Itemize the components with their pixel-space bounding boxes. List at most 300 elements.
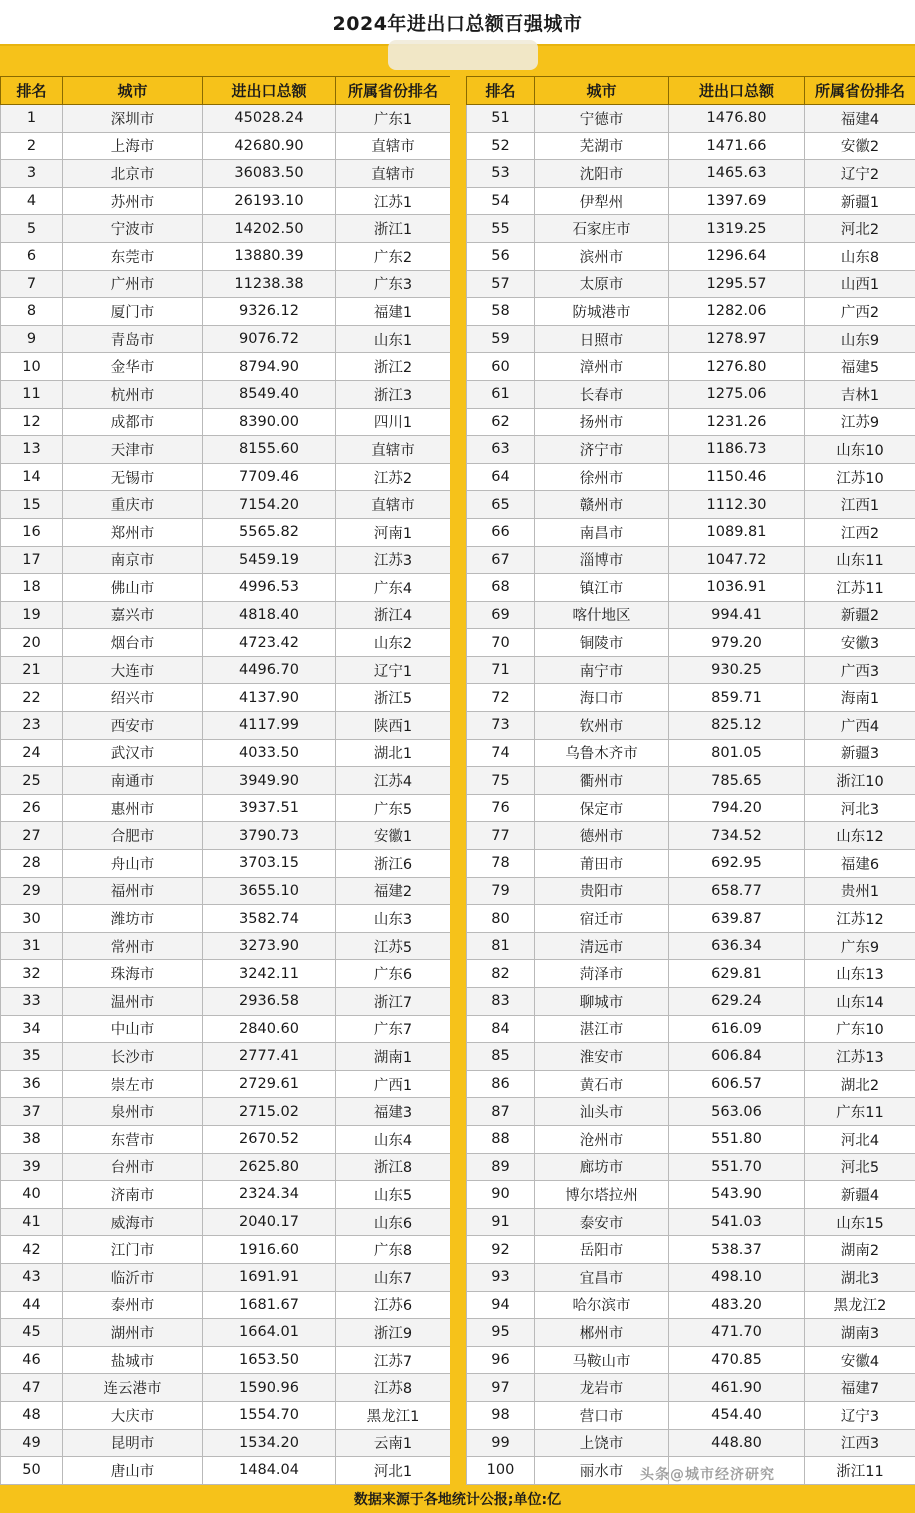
cell-total: 461.90: [669, 1374, 805, 1402]
cell-province-rank: 辽宁2: [805, 160, 915, 188]
cell-rank: 29: [1, 877, 63, 905]
cell-city: 宁德市: [535, 105, 669, 133]
cell-rank: 60: [467, 353, 535, 381]
cell-total: 801.05: [669, 739, 805, 767]
cell-province-rank: 广东11: [805, 1098, 915, 1126]
cell-city: 成都市: [63, 408, 203, 436]
cell-city: 宁波市: [63, 215, 203, 243]
cell-total: 9326.12: [203, 298, 336, 326]
cell-rank: 82: [467, 960, 535, 988]
cell-rank: 32: [1, 960, 63, 988]
cell-city: 衢州市: [535, 767, 669, 795]
cell-total: 4723.42: [203, 629, 336, 657]
table-row: [1, 574, 451, 602]
table-row: [1, 905, 451, 933]
table-row: [1, 684, 451, 712]
cell-city: 济南市: [63, 1181, 203, 1209]
cell-rank: 73: [467, 712, 535, 740]
table-row: [467, 105, 915, 133]
table-row: [1, 1401, 451, 1429]
cell-city: 保定市: [535, 794, 669, 822]
cell-total: 4818.40: [203, 601, 336, 629]
cell-province-rank: 江苏9: [805, 408, 915, 436]
cell-city: 大连市: [63, 656, 203, 684]
cell-total: 3582.74: [203, 905, 336, 933]
cell-province-rank: 陕西1: [336, 712, 451, 740]
ranking-table-right: [466, 76, 915, 1485]
table-row: [467, 905, 915, 933]
cell-total: 1691.91: [203, 1263, 336, 1291]
cell-city: 宿迁市: [535, 905, 669, 933]
cell-province-rank: 江苏5: [336, 932, 451, 960]
cell-province-rank: 江苏4: [336, 767, 451, 795]
cell-province-rank: 黑龙江1: [336, 1401, 451, 1429]
cell-total: 1276.80: [669, 353, 805, 381]
cell-province-rank: 江西3: [805, 1429, 915, 1457]
cell-city: 深圳市: [63, 105, 203, 133]
cell-province-rank: 广西3: [805, 656, 915, 684]
cell-rank: 54: [467, 187, 535, 215]
cell-province-rank: 广东3: [336, 270, 451, 298]
header-city: 城市: [535, 77, 669, 105]
table-row: [467, 1153, 915, 1181]
cell-rank: 90: [467, 1181, 535, 1209]
cell-total: 1296.64: [669, 242, 805, 270]
cell-province-rank: 广东1: [336, 105, 451, 133]
cell-rank: 3: [1, 160, 63, 188]
table-row: [1, 656, 451, 684]
cell-rank: 88: [467, 1125, 535, 1153]
cell-rank: 2: [1, 132, 63, 160]
cell-province-rank: 山东3: [336, 905, 451, 933]
column-divider: [450, 76, 466, 1485]
cell-rank: 99: [467, 1429, 535, 1457]
cell-total: 785.65: [669, 767, 805, 795]
cell-total: 794.20: [669, 794, 805, 822]
cell-city: 长沙市: [63, 1043, 203, 1071]
cell-rank: 39: [1, 1153, 63, 1181]
table-row: [1, 105, 451, 133]
cell-province-rank: 吉林1: [805, 380, 915, 408]
cell-total: 1150.46: [669, 463, 805, 491]
cell-rank: 70: [467, 629, 535, 657]
cell-province-rank: 直辖市: [336, 436, 451, 464]
cell-rank: 42: [1, 1236, 63, 1264]
cell-province-rank: 湖北2: [805, 1070, 915, 1098]
cell-city: 崇左市: [63, 1070, 203, 1098]
table-row: [467, 270, 915, 298]
cell-total: 1664.01: [203, 1319, 336, 1347]
cell-total: 9076.72: [203, 325, 336, 353]
cell-province-rank: 福建7: [805, 1374, 915, 1402]
cell-city: 镇江市: [535, 574, 669, 602]
cell-rank: 48: [1, 1401, 63, 1429]
table-row: [1, 242, 451, 270]
cell-rank: 10: [1, 353, 63, 381]
cell-total: 470.85: [669, 1346, 805, 1374]
cell-rank: 98: [467, 1401, 535, 1429]
cell-province-rank: 江苏11: [805, 574, 915, 602]
table-header-row: [1, 77, 451, 105]
cell-total: 692.95: [669, 850, 805, 878]
cell-province-rank: 山东8: [805, 242, 915, 270]
cell-province-rank: 浙江9: [336, 1319, 451, 1347]
cell-province-rank: 江苏7: [336, 1346, 451, 1374]
cell-rank: 14: [1, 463, 63, 491]
cell-province-rank: 浙江6: [336, 850, 451, 878]
cell-rank: 52: [467, 132, 535, 160]
cell-rank: 9: [1, 325, 63, 353]
cell-province-rank: 福建1: [336, 298, 451, 326]
table-row: [467, 160, 915, 188]
table-row: [467, 767, 915, 795]
cell-rank: 74: [467, 739, 535, 767]
cell-total: 7709.46: [203, 463, 336, 491]
cell-rank: 40: [1, 1181, 63, 1209]
cell-province-rank: 直辖市: [336, 160, 451, 188]
cell-city: 防城港市: [535, 298, 669, 326]
table-row: [467, 1070, 915, 1098]
table-row: [1, 215, 451, 243]
cell-total: 734.52: [669, 822, 805, 850]
table-row: [467, 1043, 915, 1071]
cell-city: 钦州市: [535, 712, 669, 740]
cell-city: 连云港市: [63, 1374, 203, 1402]
cell-city: 淮安市: [535, 1043, 669, 1071]
cell-total: 1471.66: [669, 132, 805, 160]
header-province-rank: 所属省份排名: [336, 77, 451, 105]
table-row: [467, 1319, 915, 1347]
table-row: [1, 380, 451, 408]
cell-city: 伊犁州: [535, 187, 669, 215]
cell-province-rank: 浙江2: [336, 353, 451, 381]
cell-rank: 53: [467, 160, 535, 188]
table-row: [1, 1208, 451, 1236]
cell-city: 郑州市: [63, 518, 203, 546]
cell-city: 温州市: [63, 988, 203, 1016]
cell-rank: 78: [467, 850, 535, 878]
cell-rank: 18: [1, 574, 63, 602]
cell-province-rank: 安徽1: [336, 822, 451, 850]
cell-city: 无锡市: [63, 463, 203, 491]
cell-province-rank: 新疆3: [805, 739, 915, 767]
cell-province-rank: 浙江8: [336, 1153, 451, 1181]
cell-total: 13880.39: [203, 242, 336, 270]
cell-total: 3242.11: [203, 960, 336, 988]
table-row: [467, 1181, 915, 1209]
cell-province-rank: 山东11: [805, 546, 915, 574]
cell-total: 551.70: [669, 1153, 805, 1181]
cell-city: 杭州市: [63, 380, 203, 408]
cell-rank: 45: [1, 1319, 63, 1347]
cell-city: 江门市: [63, 1236, 203, 1264]
table-row: [467, 739, 915, 767]
cell-total: 2324.34: [203, 1181, 336, 1209]
table-row: [467, 1125, 915, 1153]
cell-total: 979.20: [669, 629, 805, 657]
cell-rank: 84: [467, 1015, 535, 1043]
cell-total: 3703.15: [203, 850, 336, 878]
cell-total: 26193.10: [203, 187, 336, 215]
cell-total: 4137.90: [203, 684, 336, 712]
table-row: [1, 794, 451, 822]
cell-province-rank: 山东4: [336, 1125, 451, 1153]
cell-province-rank: 江西1: [805, 491, 915, 519]
cell-city: 南昌市: [535, 518, 669, 546]
table-row: [1, 187, 451, 215]
table-row: [467, 877, 915, 905]
cell-rank: 38: [1, 1125, 63, 1153]
table-row: [467, 1429, 915, 1457]
cell-rank: 61: [467, 380, 535, 408]
cell-province-rank: 广东7: [336, 1015, 451, 1043]
cell-city: 厦门市: [63, 298, 203, 326]
cell-total: 1089.81: [669, 518, 805, 546]
cell-rank: 7: [1, 270, 63, 298]
cell-province-rank: 福建5: [805, 353, 915, 381]
cell-total: 448.80: [669, 1429, 805, 1457]
cell-total: 543.90: [669, 1181, 805, 1209]
cell-city: 广州市: [63, 270, 203, 298]
cell-total: 1231.26: [669, 408, 805, 436]
cell-rank: 79: [467, 877, 535, 905]
table-row: [467, 132, 915, 160]
cell-rank: 1: [1, 105, 63, 133]
cell-city: 龙岩市: [535, 1374, 669, 1402]
cell-total: 629.24: [669, 988, 805, 1016]
cell-city: 西安市: [63, 712, 203, 740]
cell-city: 长春市: [535, 380, 669, 408]
table-header-row: [467, 77, 915, 105]
cell-rank: 16: [1, 518, 63, 546]
cell-city: 郴州市: [535, 1319, 669, 1347]
cell-total: 42680.90: [203, 132, 336, 160]
cell-total: 8390.00: [203, 408, 336, 436]
cell-total: 1282.06: [669, 298, 805, 326]
cell-province-rank: 江苏3: [336, 546, 451, 574]
cell-rank: 22: [1, 684, 63, 712]
cell-rank: 69: [467, 601, 535, 629]
cell-city: 常州市: [63, 932, 203, 960]
cell-rank: 27: [1, 822, 63, 850]
table-row: [1, 491, 451, 519]
cell-rank: 23: [1, 712, 63, 740]
table-row: [1, 822, 451, 850]
cell-province-rank: 直辖市: [336, 491, 451, 519]
cell-rank: 59: [467, 325, 535, 353]
cell-province-rank: 新疆1: [805, 187, 915, 215]
cell-province-rank: 山东6: [336, 1208, 451, 1236]
table-row: [1, 1319, 451, 1347]
cell-province-rank: 浙江3: [336, 380, 451, 408]
table-row: [467, 436, 915, 464]
table-row: [1, 1291, 451, 1319]
cell-rank: 24: [1, 739, 63, 767]
cell-city: 天津市: [63, 436, 203, 464]
watermark-text: 头条@城市经济研究: [640, 1467, 775, 1483]
cell-rank: 58: [467, 298, 535, 326]
cell-province-rank: 广东6: [336, 960, 451, 988]
table-row: [467, 215, 915, 243]
cell-total: 5565.82: [203, 518, 336, 546]
cell-city: 宜昌市: [535, 1263, 669, 1291]
cell-province-rank: 黑龙江2: [805, 1291, 915, 1319]
table-row: [467, 242, 915, 270]
cell-province-rank: 河北3: [805, 794, 915, 822]
table-row: [467, 574, 915, 602]
table-row: [1, 408, 451, 436]
cell-rank: 56: [467, 242, 535, 270]
table-row: [467, 712, 915, 740]
cell-total: 658.77: [669, 877, 805, 905]
header-city: 城市: [63, 77, 203, 105]
table-row: [1, 160, 451, 188]
table-row: [1, 1098, 451, 1126]
cell-city: 聊城市: [535, 988, 669, 1016]
cell-city: 扬州市: [535, 408, 669, 436]
cell-city: 喀什地区: [535, 601, 669, 629]
cell-rank: 66: [467, 518, 535, 546]
cell-total: 4996.53: [203, 574, 336, 602]
cell-rank: 100: [467, 1457, 535, 1485]
cell-province-rank: 山东1: [336, 325, 451, 353]
cell-city: 佛山市: [63, 574, 203, 602]
table-row: [1, 1015, 451, 1043]
cell-rank: 94: [467, 1291, 535, 1319]
cell-city: 徐州市: [535, 463, 669, 491]
table-row: [1, 1374, 451, 1402]
cell-rank: 67: [467, 546, 535, 574]
cell-rank: 85: [467, 1043, 535, 1071]
cell-rank: 31: [1, 932, 63, 960]
table-row: [467, 1263, 915, 1291]
cell-city: 清远市: [535, 932, 669, 960]
cell-city: 金华市: [63, 353, 203, 381]
cell-province-rank: 安徽2: [805, 132, 915, 160]
cell-total: 3937.51: [203, 794, 336, 822]
table-row: [467, 656, 915, 684]
ranking-table-left: [0, 76, 450, 1485]
cell-rank: 20: [1, 629, 63, 657]
cell-city: 湖州市: [63, 1319, 203, 1347]
cell-total: 45028.24: [203, 105, 336, 133]
cell-rank: 21: [1, 656, 63, 684]
cell-rank: 46: [1, 1346, 63, 1374]
cell-total: 639.87: [669, 905, 805, 933]
table-row: [1, 353, 451, 381]
cell-province-rank: 江苏1: [336, 187, 451, 215]
cell-province-rank: 山东15: [805, 1208, 915, 1236]
cell-rank: 81: [467, 932, 535, 960]
cell-province-rank: 新疆4: [805, 1181, 915, 1209]
cell-total: 2715.02: [203, 1098, 336, 1126]
table-row: [1, 518, 451, 546]
cell-city: 太原市: [535, 270, 669, 298]
cell-total: 2625.80: [203, 1153, 336, 1181]
cell-rank: 41: [1, 1208, 63, 1236]
cell-province-rank: 江苏8: [336, 1374, 451, 1402]
cell-rank: 64: [467, 463, 535, 491]
table-row: [1, 1236, 451, 1264]
cell-province-rank: 辽宁1: [336, 656, 451, 684]
cell-rank: 75: [467, 767, 535, 795]
cell-city: 马鞍山市: [535, 1346, 669, 1374]
cell-total: 3790.73: [203, 822, 336, 850]
cell-city: 芜湖市: [535, 132, 669, 160]
cell-total: 1465.63: [669, 160, 805, 188]
cell-city: 南通市: [63, 767, 203, 795]
cell-total: 1397.69: [669, 187, 805, 215]
cell-total: 1275.06: [669, 380, 805, 408]
table-row: [1, 960, 451, 988]
table-row: [1, 1153, 451, 1181]
cell-city: 烟台市: [63, 629, 203, 657]
table-row: [1, 877, 451, 905]
cell-rank: 4: [1, 187, 63, 215]
cell-province-rank: 浙江7: [336, 988, 451, 1016]
cell-province-rank: 云南1: [336, 1429, 451, 1457]
cell-rank: 62: [467, 408, 535, 436]
table-row: [1, 1429, 451, 1457]
cell-province-rank: 直辖市: [336, 132, 451, 160]
cell-city: 海口市: [535, 684, 669, 712]
table-row: [467, 601, 915, 629]
cell-total: 994.41: [669, 601, 805, 629]
cell-province-rank: 河北4: [805, 1125, 915, 1153]
cell-province-rank: 浙江4: [336, 601, 451, 629]
cell-province-rank: 四川1: [336, 408, 451, 436]
cell-rank: 65: [467, 491, 535, 519]
cell-rank: 49: [1, 1429, 63, 1457]
table-row: [1, 629, 451, 657]
table-row: [467, 988, 915, 1016]
cell-city: 泰安市: [535, 1208, 669, 1236]
cell-province-rank: 福建3: [336, 1098, 451, 1126]
cell-rank: 55: [467, 215, 535, 243]
cell-city: 淄博市: [535, 546, 669, 574]
cell-total: 2670.52: [203, 1125, 336, 1153]
table-row: [1, 767, 451, 795]
cell-city: 重庆市: [63, 491, 203, 519]
cell-city: 哈尔滨市: [535, 1291, 669, 1319]
table-row: [467, 822, 915, 850]
cell-province-rank: 海南1: [805, 684, 915, 712]
cell-rank: 13: [1, 436, 63, 464]
cell-rank: 92: [467, 1236, 535, 1264]
cell-city: 福州市: [63, 877, 203, 905]
table-row: [1, 1181, 451, 1209]
cell-total: 2040.17: [203, 1208, 336, 1236]
cell-province-rank: 浙江1: [336, 215, 451, 243]
cell-province-rank: 广东4: [336, 574, 451, 602]
table-row: [1, 463, 451, 491]
cell-city: 苏州市: [63, 187, 203, 215]
cell-total: 2729.61: [203, 1070, 336, 1098]
cell-total: 7154.20: [203, 491, 336, 519]
cell-city: 滨州市: [535, 242, 669, 270]
table-row: [1, 1043, 451, 1071]
cell-total: 606.84: [669, 1043, 805, 1071]
table-row: [1, 1070, 451, 1098]
cell-rank: 30: [1, 905, 63, 933]
header-province-rank: 所属省份排名: [805, 77, 915, 105]
cell-province-rank: 江西2: [805, 518, 915, 546]
cell-total: 636.34: [669, 932, 805, 960]
table-row: [1, 325, 451, 353]
cell-city: 丽水市: [535, 1457, 669, 1485]
cell-city: 大庆市: [63, 1401, 203, 1429]
table-row: [1, 1346, 451, 1374]
